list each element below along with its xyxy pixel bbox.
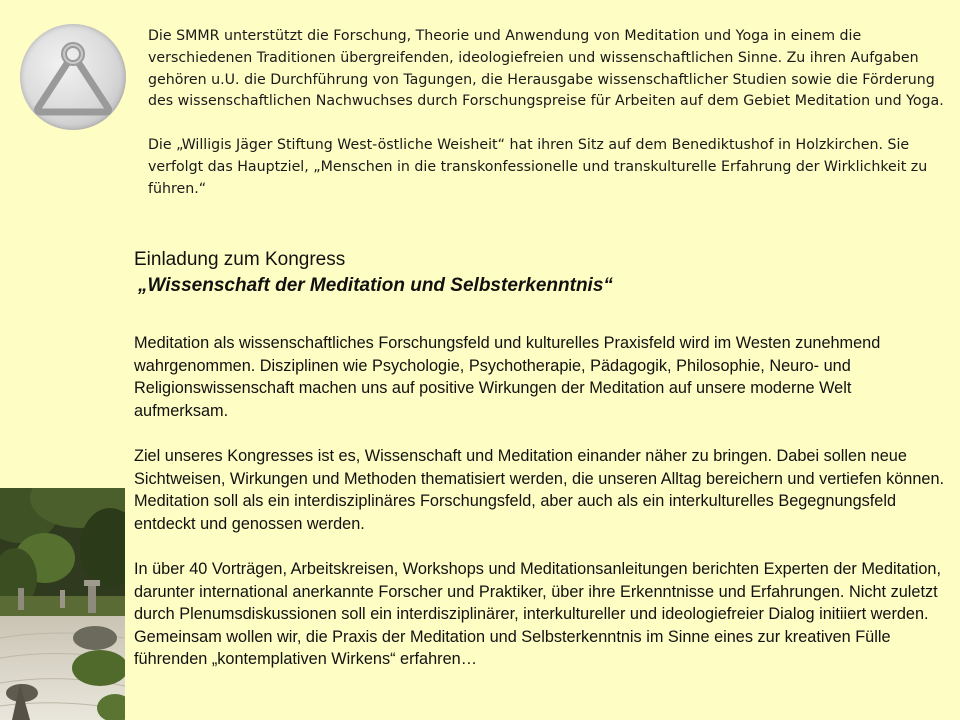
zen-garden-image [0,488,125,720]
description-paragraph: Gemeinsam wollen wir, die Praxis der Meditation und Selbsterkenntnis im Sinne eines zur kreativen Fülle führenden „kontemplativen Wirkens“ erfahren… [134,627,891,669]
invitation-title: Einladung zum Kongress [134,249,346,270]
intro-paragraph-smmr: Die SMMR unterstützt die Forschung, Theorie und Anwendung von Meditation und Yoga in einem die verschiedenen Traditionen übergreifenden, ideologiefreien und wissenschaftlichen Sinne. Zu ihren Aufgaben gehören u.U. die Durchführung von Tagungen, die Herausgabe wissenschaftlicher Studien sowie die Förderung des wissenschaftlichen Nachwuchses durch Forschungspreise für Arbeiten auf dem Gebiet Meditation und Yoga. [148,28,944,110]
description-paragraph: Meditation als wissenschaftliches Forschungsfeld und kulturelles Praxisfeld wird im Westen zunehmend wahrgenommen. Disziplinen wie Psychologie, Psychotherapie, Pädagogik, Philosophie, Neuro- und Religionswissenschaft machen uns auf positive Wirkungen der Meditation auf unsere moderne Welt aufmerksam. [134,334,881,420]
invitation-heading [134,247,934,299]
congress-title: „Wissenschaft der Meditation und Selbsterkenntnis“ [138,275,613,296]
smmr-logo [20,24,126,130]
intro-paragraph-stiftung: Die „Willigis Jäger Stiftung West-östliche Weisheit“ hat ihren Sitz auf dem Benediktushof in Holzkirchen. Sie verfolgt das Hauptziel, „Menschen in die transkonfessionelle und transkulturelle Erfahrung der Wirklichkeit zu führen.“ [148,136,928,197]
triangle-logo-icon [20,24,126,130]
intro-text [148,26,948,200]
congress-description [134,332,949,671]
description-paragraph: Ziel unseres Kongresses ist es, Wissenschaft und Meditation einander näher zu bringen. Dabei sollen neue Sichtweisen, Wirkungen und Methoden thematisiert werden, die unseren Alltag bereichern und vertiefen können. Meditation soll als ein interdisziplinäres Forschungsfeld, aber auch als ein interkulturelles Begegnungsfeld entdeckt und genossen werden. [134,446,945,533]
zen-garden-photo [0,488,125,720]
description-paragraph: In über 40 Vorträgen, Arbeitskreisen, Workshops und Meditationsanleitungen berichten Experten der Meditation, darunter international anerkannte Forscher und Praktiker, über ihre Erkenntnisse und Erfahrungen. Nicht zuletzt durch Plenumsdiskussionen soll ein interdisziplinärer, interkultureller und ideologiefreier Dialog initiiert werden. [134,559,942,624]
